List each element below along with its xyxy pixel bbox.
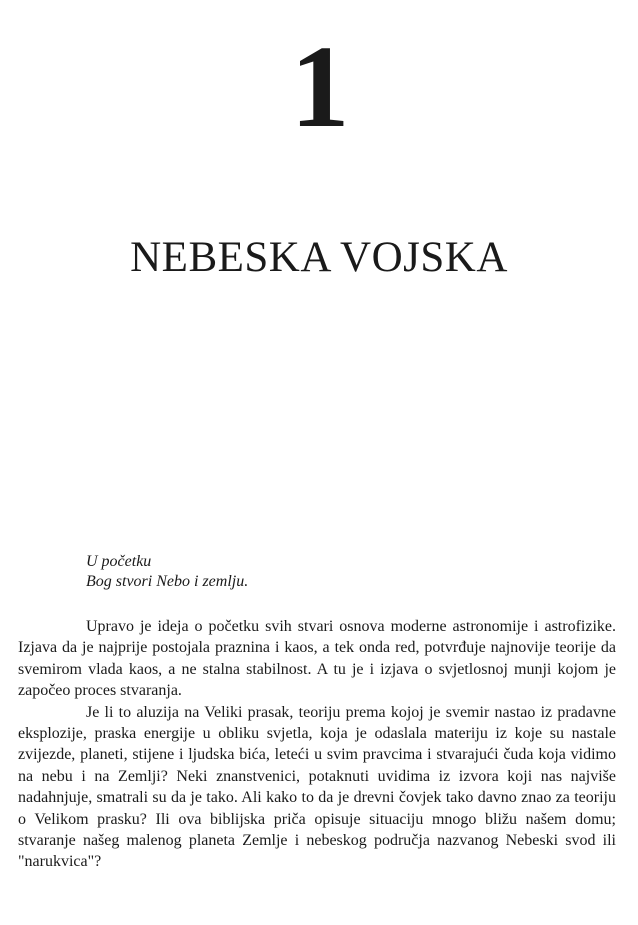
paragraph: Je li to aluzija na Veliki prasak, teoriju prema kojoj je svemir nastao iz pradavne eksplozije, praska energije u obliku svjetla, koja je odaslala materiju iz koje su nastale zvijezde, planeti, stijene i ljudska bića, leteći u svim pravcima i stvarajući čuda koja vidimo na nebu i na Zemlji? Neki znanstvenici, potaknuti uvidima iz izvora koji nas najviše nadahnjuje, smatrali su da je tako. Ali kako to da je drevni čovjek tako davno znao za teoriju o Velikom prasku? Ili ova biblijska priča opisuje situaciju mnogo bližu našem domu; stvaranje našeg malenog planeta Zemlje i nebeskog područja nazvanog Nebeski svod ili "narukvica"? (18, 703, 616, 871)
epigraph (86, 552, 248, 592)
epigraph-line: Bog stvori Nebo i zemlju. (86, 573, 249, 590)
body-text (18, 616, 616, 873)
chapter-number: 1 (290, 21, 348, 152)
epigraph-line: U početku (86, 553, 152, 570)
chapter-title: NEBESKA VOJSKA (130, 234, 508, 281)
paragraph: Upravo je ideja o početku svih stvari osnova moderne astronomije i astrofizike. Izjava da je najprije postojala praznina i kaos, a tek onda red, potvrđuje najnovije teorije da svemirom vlada kaos, a ne stalna stabilnost. A tu je i izjava o svjetlosnoj munji kojom je započeo proces stvaranja. (18, 618, 616, 700)
